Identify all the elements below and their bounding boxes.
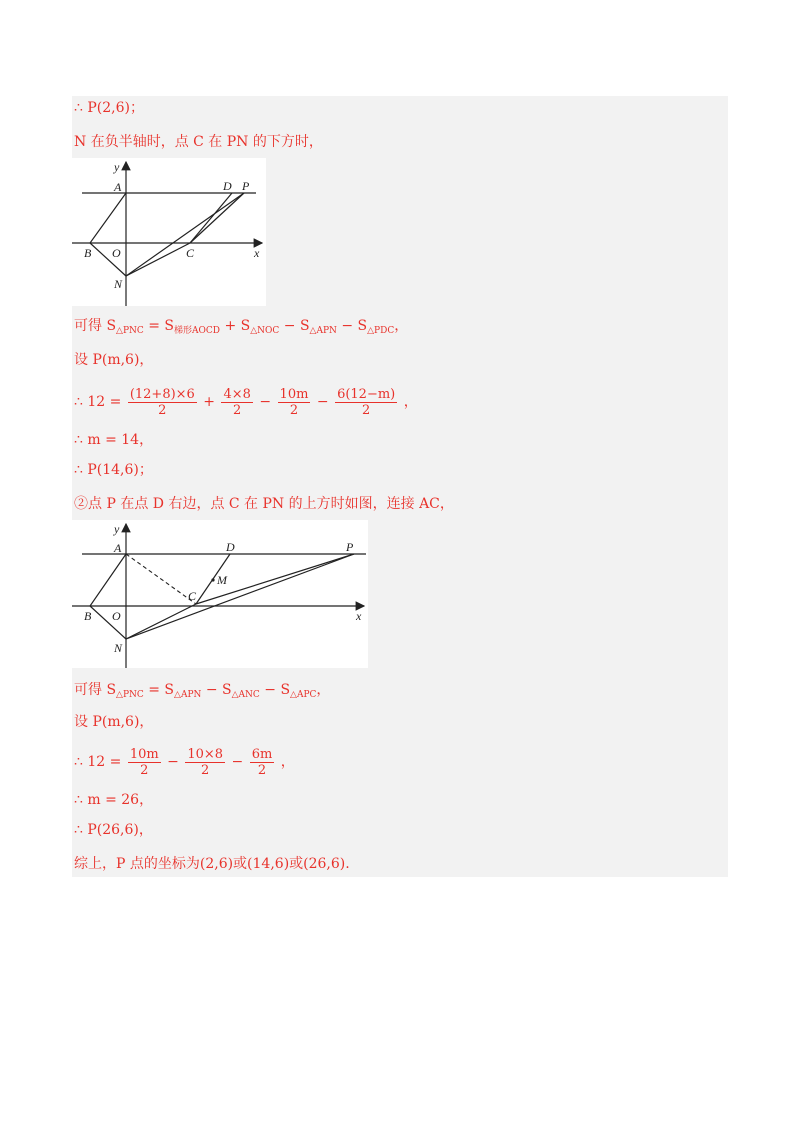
segment-n-c	[126, 243, 190, 276]
label-n: N	[114, 277, 123, 291]
label-p: P	[346, 540, 354, 554]
label-o: O	[112, 609, 121, 623]
line-set-p-1: 设 P(m,6)，	[74, 352, 154, 368]
label-x: x	[254, 246, 260, 260]
figure-1	[72, 158, 266, 306]
label-c: C	[188, 589, 197, 603]
segment-n-p	[126, 554, 354, 639]
label-d: D	[226, 540, 235, 554]
label-y: y	[114, 522, 120, 536]
label-y: y	[114, 160, 120, 174]
line-equation-1: ∴ 12 = $\frac{(12+8)\times 6}{2}$ + $\frac{4\times 8}{2}$ − $\frac{10m}{2}$ − $\frac{6(12-m)}{2}$ ，	[74, 386, 418, 418]
line-conclusion: 综上，P 点的坐标为(2,6)或(14,6)或(26,6).	[74, 856, 350, 872]
line-case-2: ②点 P 在点 D 右边，点 C 在 PN 的上方时如图，连接 AC，	[74, 496, 454, 512]
label-d: D	[223, 179, 232, 193]
segment-n-c	[126, 604, 196, 639]
segment-c-d	[190, 193, 232, 243]
line-p-2-6: ∴ P(2,6)；	[74, 100, 144, 116]
line-set-p-2: 设 P(m,6)，	[74, 714, 154, 730]
line-p-14-6: ∴ P(14,6)；	[74, 462, 153, 478]
label-n: N	[114, 641, 123, 655]
label-o: O	[112, 246, 121, 260]
figure-1-svg	[72, 158, 266, 306]
segment-n-p	[126, 193, 244, 276]
label-x: x	[356, 609, 362, 623]
line-area-formula-1: 可得 $S_{\triangle PNC} = S_{梯形AOCD} + S_{\triangle NOC} - S_{\triangle APN} - S_{\triangle PDC}$，	[74, 318, 409, 336]
segment-c-p	[190, 193, 244, 243]
segment-a-b-n	[90, 193, 126, 276]
line-case-n-negative: N 在负半轴时，点 C 在 PN 的下方时，	[74, 134, 323, 150]
label-a: A	[114, 541, 122, 555]
segment-a-b-n	[90, 554, 126, 639]
label-c: C	[186, 246, 195, 260]
segment-a-c-dashed	[126, 554, 196, 604]
point-m	[211, 578, 214, 581]
label-b: B	[84, 609, 92, 623]
figure-2-svg	[72, 520, 368, 668]
figure-2	[72, 520, 368, 668]
line-equation-2: ∴ 12 = $\frac{10m}{2}$ − $\frac{10\times 8}{2}$ − $\frac{6m}{2}$ ，	[74, 746, 295, 778]
label-b: B	[84, 246, 92, 260]
line-m-26: ∴ m = 26，	[74, 792, 154, 808]
label-a: A	[114, 180, 122, 194]
line-area-formula-2: 可得 $S_{\triangle PNC} = S_{\triangle APN} - S_{\triangle ANC} - S_{\triangle APC}$，	[74, 682, 331, 700]
line-p-26-6: ∴ P(26,6)，	[74, 822, 153, 838]
line-m-14: ∴ m = 14，	[74, 432, 154, 448]
label-m: M	[217, 573, 227, 587]
label-p: P	[242, 179, 250, 193]
